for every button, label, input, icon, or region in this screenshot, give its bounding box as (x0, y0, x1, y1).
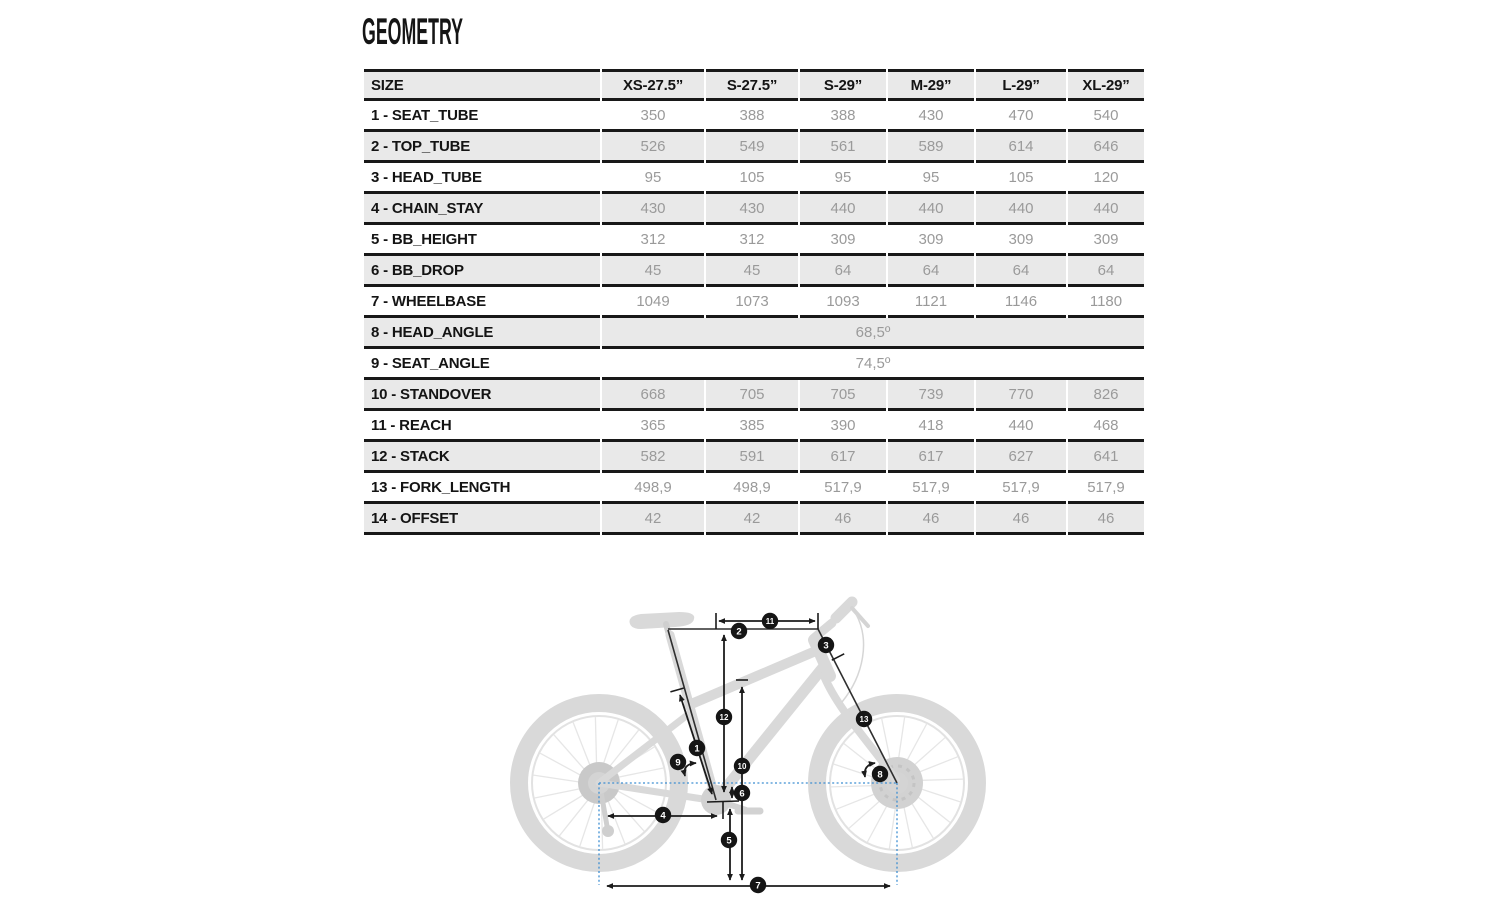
row-value: 540 (1068, 101, 1144, 132)
row-value: 388 (800, 101, 886, 132)
col-header: S-27.5” (706, 69, 798, 101)
saddle (629, 612, 694, 629)
diagram-badge-4 (655, 807, 671, 823)
row-value: 591 (706, 442, 798, 473)
row-value: 312 (602, 225, 704, 256)
diagram-badge-13 (856, 711, 872, 727)
table-row (364, 349, 1144, 380)
row-value: 95 (602, 163, 704, 194)
row-value: 1049 (602, 287, 704, 318)
svg-text:10: 10 (737, 762, 747, 771)
row-value: 739 (888, 380, 974, 411)
table-row (364, 287, 1144, 318)
row-value: 120 (1068, 163, 1144, 194)
bike-silhouette (519, 602, 977, 863)
row-value: 312 (706, 225, 798, 256)
row-value: 440 (888, 194, 974, 225)
row-value: 46 (888, 504, 974, 535)
svg-text:4: 4 (660, 810, 666, 822)
geometry-table (362, 69, 1144, 535)
row-value: 470 (976, 101, 1066, 132)
row-value: 309 (888, 225, 974, 256)
diagram-badge-12 (716, 709, 732, 725)
col-header: XS-27.5” (602, 69, 704, 101)
table-row (364, 256, 1144, 287)
row-value: 105 (706, 163, 798, 194)
row-label: 13 - FORK_LENGTH (364, 473, 600, 504)
diagram-badge-10 (734, 758, 750, 774)
row-value: 517,9 (888, 473, 974, 504)
row-value: 498,9 (602, 473, 704, 504)
col-header: S-29” (800, 69, 886, 101)
row-value: 46 (976, 504, 1066, 535)
row-value: 309 (800, 225, 886, 256)
table-row (364, 163, 1144, 194)
row-value: 95 (888, 163, 974, 194)
row-value: 365 (602, 411, 704, 442)
row-value: 498,9 (706, 473, 798, 504)
table-row (364, 504, 1144, 535)
row-label: 4 - CHAIN_STAY (364, 194, 600, 225)
row-value: 561 (800, 132, 886, 163)
row-value: 64 (1068, 256, 1144, 287)
row-value: 617 (888, 442, 974, 473)
row-label: 10 - STANDOVER (364, 380, 600, 411)
svg-text:1: 1 (694, 743, 700, 755)
table-row (364, 225, 1144, 256)
row-value: 95 (800, 163, 886, 194)
diagram-badge-3 (818, 637, 834, 653)
page-title: GEOMETRY (362, 11, 463, 52)
row-value: 641 (1068, 442, 1144, 473)
svg-text:13: 13 (859, 715, 869, 724)
row-value: 45 (706, 256, 798, 287)
row-value: 705 (706, 380, 798, 411)
row-value: 668 (602, 380, 704, 411)
row-value: 1180 (1068, 287, 1144, 318)
brake-cable (842, 614, 864, 702)
row-label: 2 - TOP_TUBE (364, 132, 600, 163)
svg-text:3: 3 (823, 640, 829, 652)
row-value: 64 (976, 256, 1066, 287)
row-value-merged: 74,5º (602, 349, 1144, 380)
svg-text:12: 12 (719, 713, 729, 722)
row-value: 385 (706, 411, 798, 442)
row-value: 614 (976, 132, 1066, 163)
row-value: 105 (976, 163, 1066, 194)
geometry-size-table (362, 69, 1146, 535)
table-row (364, 132, 1144, 163)
row-value: 430 (888, 101, 974, 132)
row-value: 46 (1068, 504, 1144, 535)
row-label: 6 - BB_DROP (364, 256, 600, 287)
row-value: 517,9 (800, 473, 886, 504)
row-value: 64 (888, 256, 974, 287)
diagram-badge-2 (731, 623, 747, 639)
row-value: 388 (706, 101, 798, 132)
row-value: 589 (888, 132, 974, 163)
col-header: XL-29” (1068, 69, 1144, 101)
row-value: 646 (1068, 132, 1144, 163)
diagram-badge-5 (721, 832, 737, 848)
row-value: 617 (800, 442, 886, 473)
row-value: 350 (602, 101, 704, 132)
row-value: 440 (1068, 194, 1144, 225)
col-header: M-29” (888, 69, 974, 101)
row-value: 826 (1068, 380, 1144, 411)
stem (814, 623, 832, 638)
svg-text:8: 8 (877, 769, 883, 781)
row-value: 517,9 (976, 473, 1066, 504)
row-value: 45 (602, 256, 704, 287)
table-row (364, 380, 1144, 411)
diagram-badge-11 (762, 613, 778, 629)
size-header: SIZE (364, 69, 600, 101)
row-value: 430 (706, 194, 798, 225)
row-value: 1121 (888, 287, 974, 318)
row-label: 5 - BB_HEIGHT (364, 225, 600, 256)
row-value: 64 (800, 256, 886, 287)
bike-geometry-diagram (480, 580, 1000, 900)
row-value: 1146 (976, 287, 1066, 318)
row-value: 440 (976, 194, 1066, 225)
row-label: 14 - OFFSET (364, 504, 600, 535)
row-value: 582 (602, 442, 704, 473)
row-value: 440 (976, 411, 1066, 442)
table-header-row (364, 69, 1144, 101)
diagram-badge-7 (750, 877, 766, 893)
row-value: 1073 (706, 287, 798, 318)
row-value-merged: 68,5º (602, 318, 1144, 349)
svg-text:7: 7 (755, 880, 761, 892)
row-value: 705 (800, 380, 886, 411)
table-row (364, 194, 1144, 225)
svg-text:9: 9 (675, 757, 681, 769)
col-header: L-29” (976, 69, 1066, 101)
diagram-badge-6 (734, 785, 750, 801)
row-value: 418 (888, 411, 974, 442)
row-value: 440 (800, 194, 886, 225)
table-row (364, 101, 1144, 132)
row-value: 309 (976, 225, 1066, 256)
row-label: 9 - SEAT_ANGLE (364, 349, 600, 380)
svg-text:5: 5 (726, 835, 732, 847)
row-label: 1 - SEAT_TUBE (364, 101, 600, 132)
row-value: 468 (1068, 411, 1144, 442)
row-value: 309 (1068, 225, 1144, 256)
row-value: 517,9 (1068, 473, 1144, 504)
row-value: 430 (602, 194, 704, 225)
handlebar (836, 602, 852, 618)
row-label: 7 - WHEELBASE (364, 287, 600, 318)
row-label: 12 - STACK (364, 442, 600, 473)
row-label: 8 - HEAD_ANGLE (364, 318, 600, 349)
table-row (364, 318, 1144, 349)
row-value: 770 (976, 380, 1066, 411)
row-label: 3 - HEAD_TUBE (364, 163, 600, 194)
row-value: 549 (706, 132, 798, 163)
svg-text:6: 6 (739, 788, 745, 800)
row-value: 390 (800, 411, 886, 442)
table-row (364, 442, 1144, 473)
table-row (364, 473, 1144, 504)
diagram-badge-8 (872, 766, 888, 782)
row-value: 42 (602, 504, 704, 535)
row-value: 1093 (800, 287, 886, 318)
svg-text:2: 2 (736, 626, 742, 638)
row-value: 526 (602, 132, 704, 163)
row-value: 627 (976, 442, 1066, 473)
diagram-badge-9 (670, 754, 686, 770)
diagram-badge-1 (689, 740, 705, 756)
table-row (364, 411, 1144, 442)
svg-text:11: 11 (765, 617, 775, 626)
row-label: 11 - REACH (364, 411, 600, 442)
row-value: 46 (800, 504, 886, 535)
row-value: 42 (706, 504, 798, 535)
